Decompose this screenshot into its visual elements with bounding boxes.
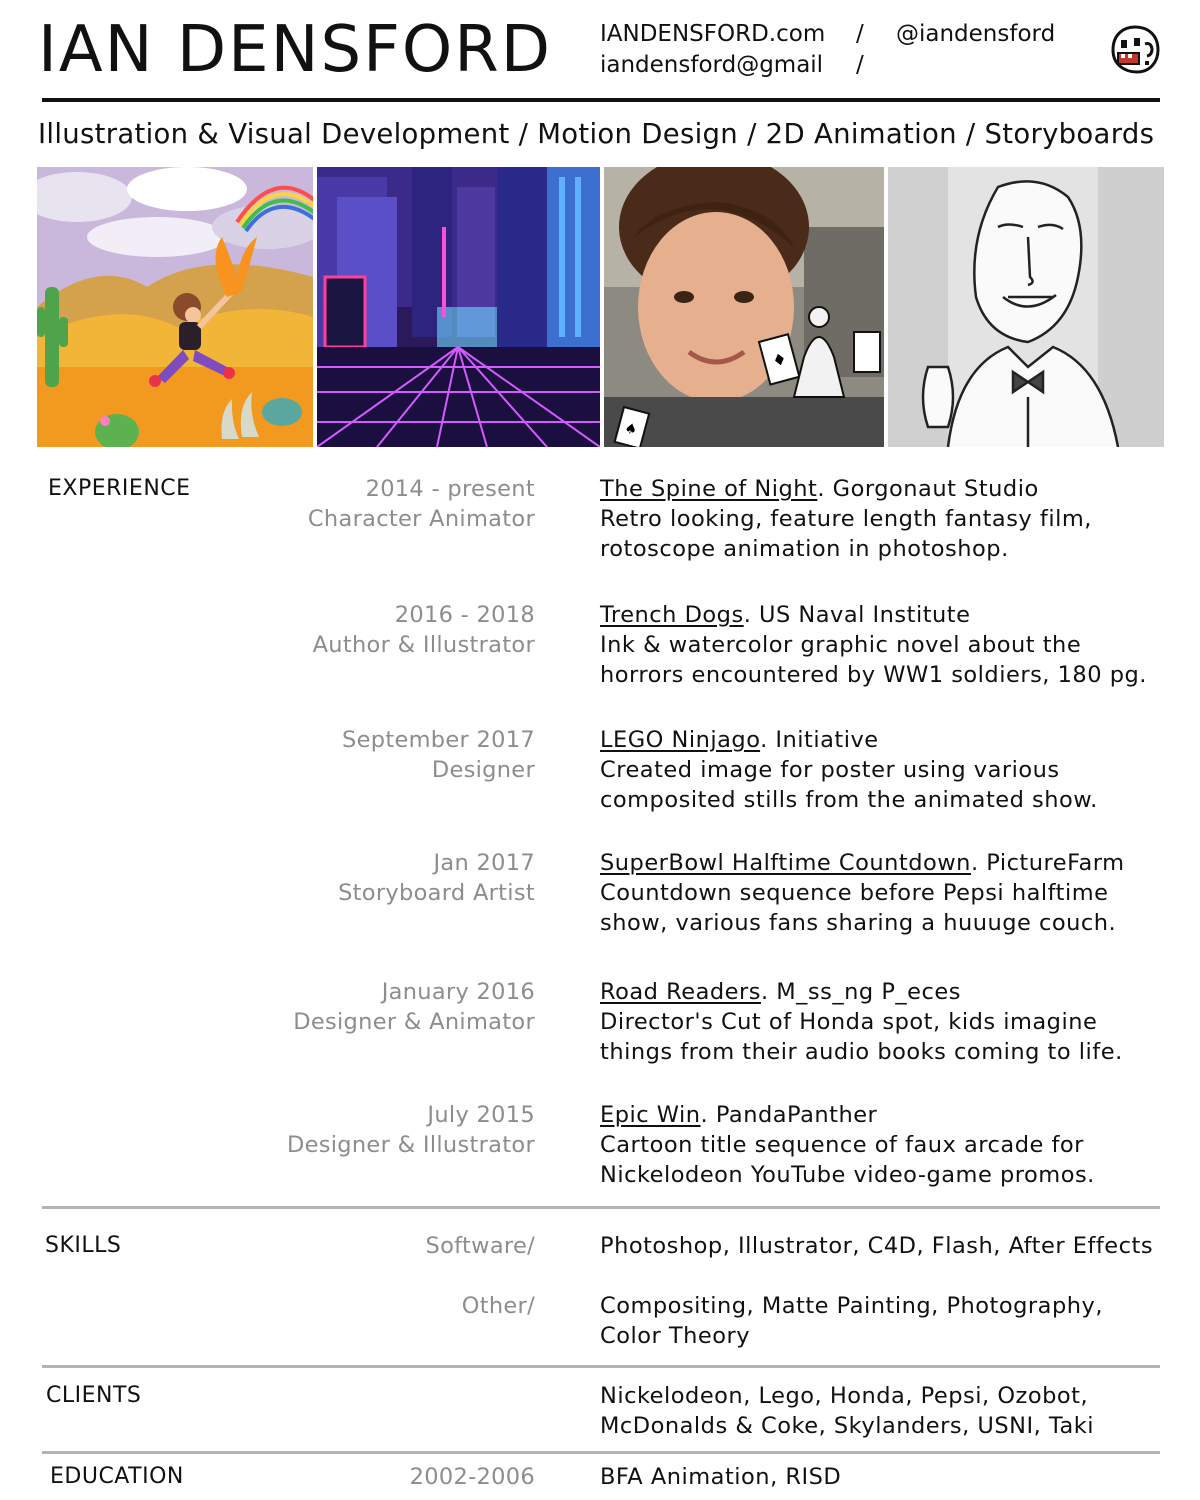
section-label-skills: SKILLS	[45, 1233, 122, 1258]
entry-role: Designer & Illustrator	[286, 1132, 535, 1158]
website-link[interactable]: IANDENSFORD.com	[600, 21, 826, 47]
entry-role: Character Animator	[307, 506, 535, 532]
entry-dates: 2014 - present	[365, 476, 535, 502]
section-label-clients: CLIENTS	[46, 1383, 142, 1408]
desert-runner-illustration	[37, 167, 313, 447]
social-handle[interactable]: @iandensford	[896, 21, 1056, 47]
entry-description: Director's Cut of Honda spot, kids imagine	[600, 1009, 1098, 1035]
entry-role: Storyboard Artist	[338, 880, 535, 906]
entry-headline	[600, 600, 1180, 630]
entry-headline	[600, 977, 1180, 1007]
entry-headline	[600, 725, 1180, 755]
entry-description: show, various fans sharing a huuuge couch.	[600, 910, 1117, 936]
svg-text:♦: ♦	[770, 348, 789, 371]
clients-list: McDonalds & Coke, Skylanders, USNI, Taki	[600, 1413, 1095, 1439]
page-title: IAN DENSFORD	[38, 13, 553, 87]
man-sketch-storyboard	[888, 167, 1164, 447]
entry-description: Created image for poster using various	[600, 757, 1060, 783]
entry-description: horrors encountered by WW1 soldiers, 180 pg.	[600, 662, 1147, 688]
section-divider	[42, 1451, 1160, 1454]
skills-other-label: Other/	[461, 1293, 535, 1319]
project-title-link[interactable]: The Spine of Night	[600, 476, 818, 502]
entry-dates: September 2017	[342, 727, 535, 753]
entry-description: Cartoon title sequence of faux arcade for	[600, 1132, 1084, 1158]
project-title-link[interactable]: LEGO Ninjago	[600, 727, 761, 753]
project-title-link[interactable]: SuperBowl Halftime Countdown	[600, 850, 971, 876]
company-name: . M_ss_ng P_eces	[760, 979, 961, 1005]
education-dates: 2002-2006	[409, 1464, 535, 1490]
skills-software-list: Photoshop, Illustrator, C4D, Flash, After Effects	[600, 1233, 1154, 1259]
header-divider	[42, 98, 1160, 102]
tagline: Illustration & Visual Development / Motion Design / 2D Animation / Storyboards	[38, 118, 1155, 150]
company-name: . Gorgonaut Studio	[817, 476, 1039, 502]
kid-with-cards-photo	[604, 167, 884, 447]
entry-headline	[600, 848, 1180, 878]
section-label-experience: EXPERIENCE	[48, 476, 191, 501]
project-title-link[interactable]: Road Readers	[600, 979, 761, 1005]
entry-role: Designer & Animator	[293, 1009, 535, 1035]
entry-description: Retro looking, feature length fantasy film,	[600, 506, 1092, 532]
svg-text:♠: ♠	[622, 420, 639, 439]
entry-dates: January 2016	[381, 979, 535, 1005]
ghost-face-icon	[1108, 24, 1162, 76]
entry-dates: July 2015	[427, 1102, 535, 1128]
entry-description: Ink & watercolor graphic novel about the	[600, 632, 1082, 658]
entry-dates: 2016 - 2018	[394, 602, 535, 628]
skills-other-list: Compositing, Matte Painting, Photography,	[600, 1293, 1103, 1319]
project-title-link[interactable]: Epic Win	[600, 1102, 701, 1128]
entry-description: things from their audio books coming to life.	[600, 1039, 1123, 1065]
neon-city-illustration	[317, 167, 600, 447]
section-divider	[42, 1206, 1160, 1209]
contact-separator: /	[856, 52, 864, 78]
entry-role: Author & Illustrator	[312, 632, 535, 658]
contact-separator: /	[856, 21, 864, 47]
project-title-link[interactable]: Trench Dogs	[600, 602, 744, 628]
skills-other-list: Color Theory	[600, 1323, 751, 1349]
entry-description: rotoscope animation in photoshop.	[600, 536, 1009, 562]
entry-description: Countdown sequence before Pepsi halftime	[600, 880, 1109, 906]
company-name: . Initiative	[760, 727, 879, 753]
section-divider	[42, 1365, 1160, 1368]
education-degree: BFA Animation, RISD	[600, 1464, 842, 1490]
entry-headline	[600, 1100, 1180, 1130]
company-name: . PandaPanther	[700, 1102, 878, 1128]
clients-list: Nickelodeon, Lego, Honda, Pepsi, Ozobot,	[600, 1383, 1089, 1409]
email-link[interactable]: iandensford@gmail	[600, 52, 824, 78]
company-name: . PictureFarm	[970, 850, 1125, 876]
entry-headline	[600, 474, 1180, 504]
entry-description: composited stills from the animated show.	[600, 787, 1098, 813]
entry-dates: Jan 2017	[433, 850, 535, 876]
skills-software-label: Software/	[425, 1233, 535, 1259]
entry-role: Designer	[431, 757, 535, 783]
entry-description: Nickelodeon YouTube video-game promos.	[600, 1162, 1095, 1188]
section-label-education: EDUCATION	[50, 1464, 184, 1489]
company-name: . US Naval Institute	[743, 602, 971, 628]
